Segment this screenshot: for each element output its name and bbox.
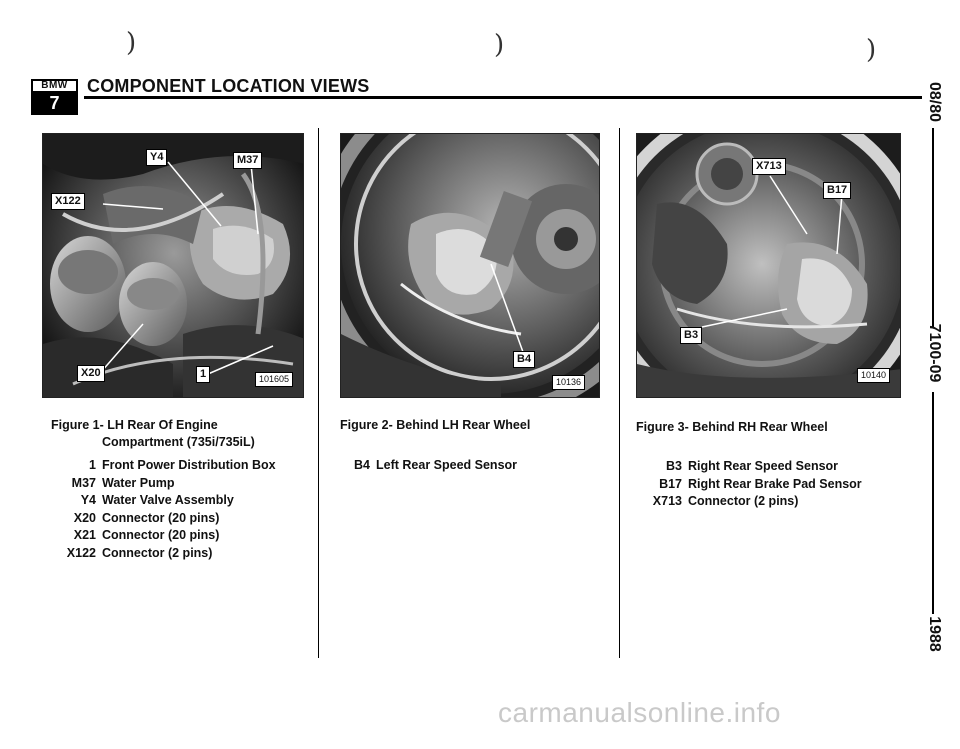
scan-mark: ) bbox=[494, 30, 505, 60]
legend-code: X713 bbox=[652, 494, 682, 508]
legend-row bbox=[52, 492, 276, 510]
scan-mark: ) bbox=[866, 35, 877, 65]
figure-2-legend bbox=[340, 457, 517, 475]
legend-code: 1 bbox=[89, 458, 96, 472]
legend-code: B4 bbox=[354, 458, 370, 472]
legend-row bbox=[52, 475, 276, 493]
callout-label: M37 bbox=[233, 152, 262, 169]
engine-photo bbox=[43, 134, 304, 398]
callout-label: X20 bbox=[77, 365, 105, 382]
legend-code: X21 bbox=[73, 528, 96, 542]
legend-desc: Connector (20 pins) bbox=[102, 510, 220, 525]
figure-1-caption bbox=[51, 417, 255, 451]
legend-row bbox=[52, 545, 276, 563]
legend-code: X122 bbox=[66, 545, 96, 560]
legend-code: M37 bbox=[71, 475, 96, 490]
caption-line: Figure 1- LH Rear Of Engine bbox=[51, 418, 218, 432]
legend-code: X20 bbox=[73, 510, 96, 525]
callout-label: Y4 bbox=[146, 149, 167, 166]
legend-row bbox=[52, 457, 276, 475]
bmw-logo bbox=[31, 79, 78, 115]
legend-desc: Water Valve Assembly bbox=[102, 493, 234, 507]
photo-number: 101605 bbox=[255, 372, 293, 387]
callout-label: X122 bbox=[51, 193, 85, 210]
legend-code: B17 bbox=[659, 476, 682, 491]
figure-1-legend bbox=[52, 457, 276, 562]
callout-label: 1 bbox=[196, 366, 210, 383]
figure-3-caption bbox=[636, 419, 828, 436]
caption-line: Figure 2- Behind LH Rear Wheel bbox=[340, 418, 531, 432]
scan-mark: ) bbox=[126, 28, 137, 58]
photo-number: 10136 bbox=[552, 375, 585, 390]
legend-desc: Connector (2 pins) bbox=[688, 494, 799, 508]
legend-desc: Water Pump bbox=[102, 475, 175, 490]
legend-desc: Left Rear Speed Sensor bbox=[376, 458, 518, 472]
legend-desc: Right Rear Brake Pad Sensor bbox=[688, 476, 862, 491]
margin-date: 08/80 bbox=[926, 81, 943, 123]
legend-row bbox=[632, 476, 862, 494]
watermark: carmanualsonline.info bbox=[498, 697, 781, 728]
legend-desc: Connector (20 pins) bbox=[102, 528, 220, 542]
legend-code: Y4 bbox=[80, 493, 96, 507]
figure-2-photo bbox=[340, 133, 600, 398]
caption-line: Compartment (735i/735iL) bbox=[102, 435, 255, 449]
page-title: COMPONENT LOCATION VIEWS bbox=[87, 76, 370, 96]
figure-3-legend bbox=[632, 458, 862, 511]
legend-desc: Front Power Distribution Box bbox=[102, 458, 276, 472]
legend-row bbox=[340, 457, 517, 475]
margin-year: 1988 bbox=[926, 616, 943, 652]
column-divider bbox=[318, 128, 319, 658]
callout-label: B4 bbox=[513, 351, 535, 368]
photo-number: 10140 bbox=[857, 368, 890, 383]
legend-row bbox=[52, 527, 276, 545]
logo-series: 7 bbox=[33, 93, 76, 113]
column-divider bbox=[619, 128, 620, 658]
callout-label: X713 bbox=[752, 158, 786, 175]
callout-label: B3 bbox=[680, 327, 702, 344]
legend-row bbox=[52, 510, 276, 528]
margin-rule bbox=[932, 128, 934, 328]
callout-label: B17 bbox=[823, 182, 851, 199]
legend-desc: Right Rear Speed Sensor bbox=[688, 459, 839, 473]
header-rule bbox=[84, 96, 922, 99]
figure-2-caption bbox=[340, 417, 530, 434]
figure-1-photo bbox=[42, 133, 304, 398]
caption-line: Figure 3- Behind RH Rear Wheel bbox=[636, 420, 828, 434]
wheel-photo bbox=[341, 134, 600, 398]
legend-code: B3 bbox=[666, 459, 682, 473]
margin-rule bbox=[932, 392, 934, 614]
margin-page-code: 7100-09 bbox=[926, 323, 943, 383]
figure-3-photo bbox=[636, 133, 901, 398]
legend-row bbox=[632, 458, 862, 476]
legend-desc: Connector (2 pins) bbox=[102, 545, 213, 560]
legend-row bbox=[632, 493, 862, 511]
logo-brand: BMW bbox=[33, 81, 76, 93]
